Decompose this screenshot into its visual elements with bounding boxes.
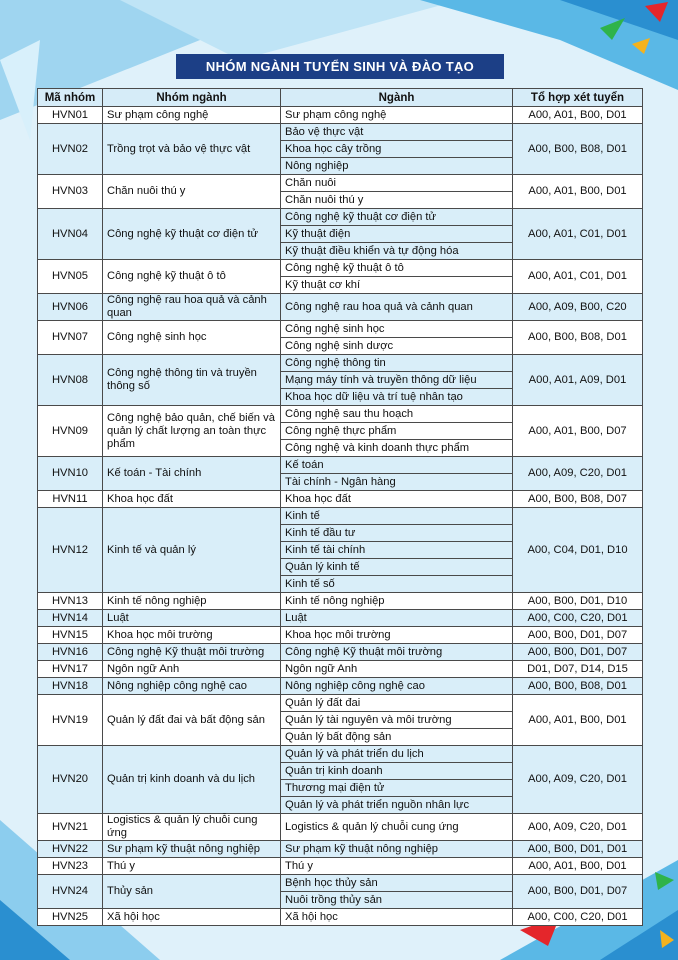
major-name: Bệnh học thủy sản (281, 875, 513, 892)
table-row (38, 508, 643, 525)
major-name: Quản lý và phát triển nguồn nhân lực (281, 797, 513, 814)
combination: D01, D07, D14, D15 (513, 661, 643, 678)
table-row (38, 107, 643, 124)
group-name: Sư phạm kỹ thuật nông nghiệp (103, 841, 281, 858)
group-name: Khoa học môi trường (103, 627, 281, 644)
header-combination: Tổ hợp xét tuyển (513, 89, 643, 107)
major-name: Nuôi trồng thủy sản (281, 892, 513, 909)
group-name: Quản trị kinh doanh và du lịch (103, 746, 281, 814)
group-code: HVN04 (38, 209, 103, 260)
group-name: Công nghệ thông tin và truyền thông số (103, 355, 281, 406)
group-name: Trồng trọt và bảo vệ thực vật (103, 124, 281, 175)
table-row (38, 593, 643, 610)
table-body (38, 107, 643, 926)
group-name: Thủy sản (103, 875, 281, 909)
combination: A00, A01, B00, D07 (513, 406, 643, 457)
combination: A00, A09, C20, D01 (513, 457, 643, 491)
group-name: Công nghệ kỹ thuật cơ điện tử (103, 209, 281, 260)
group-code: HVN15 (38, 627, 103, 644)
table-row (38, 124, 643, 141)
major-name: Kế toán (281, 457, 513, 474)
major-name: Công nghệ kỹ thuật cơ điện tử (281, 209, 513, 226)
group-code: HVN13 (38, 593, 103, 610)
group-name: Luật (103, 610, 281, 627)
group-name: Công nghệ Kỹ thuật môi trường (103, 644, 281, 661)
table-row (38, 678, 643, 695)
major-name: Công nghệ kỹ thuật ô tô (281, 260, 513, 277)
group-code: HVN22 (38, 841, 103, 858)
combination: A00, B00, D01, D01 (513, 841, 643, 858)
table-row (38, 627, 643, 644)
major-name: Sư phạm kỹ thuật nông nghiệp (281, 841, 513, 858)
group-code: HVN12 (38, 508, 103, 593)
table-row (38, 457, 643, 474)
table-row (38, 355, 643, 372)
group-name: Khoa học đất (103, 491, 281, 508)
group-code: HVN02 (38, 124, 103, 175)
group-name: Kinh tế và quản lý (103, 508, 281, 593)
combination: A00, B00, B08, D01 (513, 321, 643, 355)
group-name: Công nghệ rau hoa quả và cảnh quan (103, 294, 281, 321)
combination: A00, B00, D01, D10 (513, 593, 643, 610)
major-name: Quản lý tài nguyên và môi trường (281, 712, 513, 729)
group-name: Công nghệ sinh học (103, 321, 281, 355)
major-name: Công nghệ sinh học (281, 321, 513, 338)
group-name: Công nghệ kỹ thuật ô tô (103, 260, 281, 294)
header-major: Ngành (281, 89, 513, 107)
group-code: HVN21 (38, 814, 103, 841)
combination: A00, A01, B00, D01 (513, 175, 643, 209)
combination: A00, C00, C20, D01 (513, 610, 643, 627)
major-name: Mạng máy tính và truyền thông dữ liệu (281, 372, 513, 389)
combination: A00, A01, B00, D01 (513, 695, 643, 746)
major-name: Quản lý kinh tế (281, 559, 513, 576)
combination: A00, A01, B00, D01 (513, 858, 643, 875)
combination: A00, C00, C20, D01 (513, 909, 643, 926)
table-row (38, 746, 643, 763)
group-name: Chăn nuôi thú y (103, 175, 281, 209)
table-row (38, 695, 643, 712)
group-code: HVN10 (38, 457, 103, 491)
group-name: Ngôn ngữ Anh (103, 661, 281, 678)
combination: A00, B00, B08, D07 (513, 491, 643, 508)
major-name: Kinh tế đầu tư (281, 525, 513, 542)
table-row (38, 321, 643, 338)
combination: A00, A01, C01, D01 (513, 260, 643, 294)
major-name: Khoa học cây trồng (281, 141, 513, 158)
table-row (38, 294, 643, 321)
group-name: Quản lý đất đai và bất động sản (103, 695, 281, 746)
major-name: Kinh tế tài chính (281, 542, 513, 559)
combination: A00, B00, D01, D07 (513, 644, 643, 661)
major-name: Kinh tế nông nghiệp (281, 593, 513, 610)
group-name: Kinh tế nông nghiệp (103, 593, 281, 610)
group-code: HVN16 (38, 644, 103, 661)
group-name: Sư phạm công nghệ (103, 107, 281, 124)
major-name: Công nghệ sau thu hoạch (281, 406, 513, 423)
combination: A00, A01, A09, D01 (513, 355, 643, 406)
major-name: Công nghệ thực phẩm (281, 423, 513, 440)
major-name: Công nghệ rau hoa quả và cảnh quan (281, 294, 513, 321)
major-name: Kinh tế (281, 508, 513, 525)
major-name: Công nghệ sinh dược (281, 338, 513, 355)
major-name: Ngôn ngữ Anh (281, 661, 513, 678)
group-code: HVN25 (38, 909, 103, 926)
majors-table (37, 88, 643, 926)
group-code: HVN01 (38, 107, 103, 124)
major-name: Nông nghiệp (281, 158, 513, 175)
table-row (38, 841, 643, 858)
group-code: HVN24 (38, 875, 103, 909)
table-row (38, 610, 643, 627)
group-code: HVN06 (38, 294, 103, 321)
table-row (38, 406, 643, 423)
group-name: Công nghệ bảo quản, chế biến và quản lý chất lượng an toàn thực phẩm (103, 406, 281, 457)
major-name: Xã hội học (281, 909, 513, 926)
group-code: HVN23 (38, 858, 103, 875)
table-row (38, 875, 643, 892)
major-name: Quản lý đất đai (281, 695, 513, 712)
major-name: Thương mại điện tử (281, 780, 513, 797)
combination: A00, A09, C20, D01 (513, 814, 643, 841)
major-name: Bảo vệ thực vật (281, 124, 513, 141)
header-group: Nhóm ngành (103, 89, 281, 107)
page-title: NHÓM NGÀNH TUYỂN SINH VÀ ĐÀO TẠO (176, 54, 504, 79)
combination: A00, B00, D01, D07 (513, 627, 643, 644)
major-name: Kinh tế số (281, 576, 513, 593)
major-name: Công nghệ Kỹ thuật môi trường (281, 644, 513, 661)
major-name: Quản trị kinh doanh (281, 763, 513, 780)
group-code: HVN17 (38, 661, 103, 678)
group-code: HVN07 (38, 321, 103, 355)
table-row (38, 175, 643, 192)
major-name: Thú y (281, 858, 513, 875)
major-name: Kỹ thuật cơ khí (281, 277, 513, 294)
major-name: Công nghệ và kinh doanh thực phẩm (281, 440, 513, 457)
table-header-row (38, 89, 643, 107)
combination: A00, A09, B00, C20 (513, 294, 643, 321)
major-name: Tài chính - Ngân hàng (281, 474, 513, 491)
group-name: Logistics & quản lý chuỗi cung ứng (103, 814, 281, 841)
group-code: HVN05 (38, 260, 103, 294)
combination: A00, B00, B08, D01 (513, 678, 643, 695)
group-name: Xã hội học (103, 909, 281, 926)
group-name: Kế toán - Tài chính (103, 457, 281, 491)
combination: A00, B00, B08, D01 (513, 124, 643, 175)
major-name: Khoa học đất (281, 491, 513, 508)
group-code: HVN08 (38, 355, 103, 406)
group-code: HVN03 (38, 175, 103, 209)
major-name: Nông nghiệp công nghệ cao (281, 678, 513, 695)
table-row (38, 858, 643, 875)
major-name: Logistics & quản lý chuỗi cung ứng (281, 814, 513, 841)
combination: A00, B00, D01, D07 (513, 875, 643, 909)
major-name: Chăn nuôi thú y (281, 192, 513, 209)
combination: A00, A01, B00, D01 (513, 107, 643, 124)
major-name: Công nghệ thông tin (281, 355, 513, 372)
group-code: HVN11 (38, 491, 103, 508)
header-code: Mã nhóm (38, 89, 103, 107)
table-row (38, 491, 643, 508)
major-name: Khoa học môi trường (281, 627, 513, 644)
table-row (38, 209, 643, 226)
group-code: HVN14 (38, 610, 103, 627)
group-code: HVN18 (38, 678, 103, 695)
table-row (38, 644, 643, 661)
major-name: Quản lý và phát triển du lịch (281, 746, 513, 763)
table-row (38, 814, 643, 841)
major-name: Kỹ thuật điều khiển và tự động hóa (281, 243, 513, 260)
group-name: Thú y (103, 858, 281, 875)
combination: A00, A09, C20, D01 (513, 746, 643, 814)
major-name: Quản lý bất động sản (281, 729, 513, 746)
group-code: HVN20 (38, 746, 103, 814)
major-name: Sư phạm công nghệ (281, 107, 513, 124)
major-name: Luật (281, 610, 513, 627)
major-name: Khoa học dữ liệu và trí tuệ nhân tạo (281, 389, 513, 406)
group-code: HVN09 (38, 406, 103, 457)
table-row (38, 909, 643, 926)
combination: A00, A01, C01, D01 (513, 209, 643, 260)
combination: A00, C04, D01, D10 (513, 508, 643, 593)
major-name: Chăn nuôi (281, 175, 513, 192)
major-name: Kỹ thuật điện (281, 226, 513, 243)
group-name: Nông nghiệp công nghệ cao (103, 678, 281, 695)
table-row (38, 260, 643, 277)
group-code: HVN19 (38, 695, 103, 746)
table-row (38, 661, 643, 678)
